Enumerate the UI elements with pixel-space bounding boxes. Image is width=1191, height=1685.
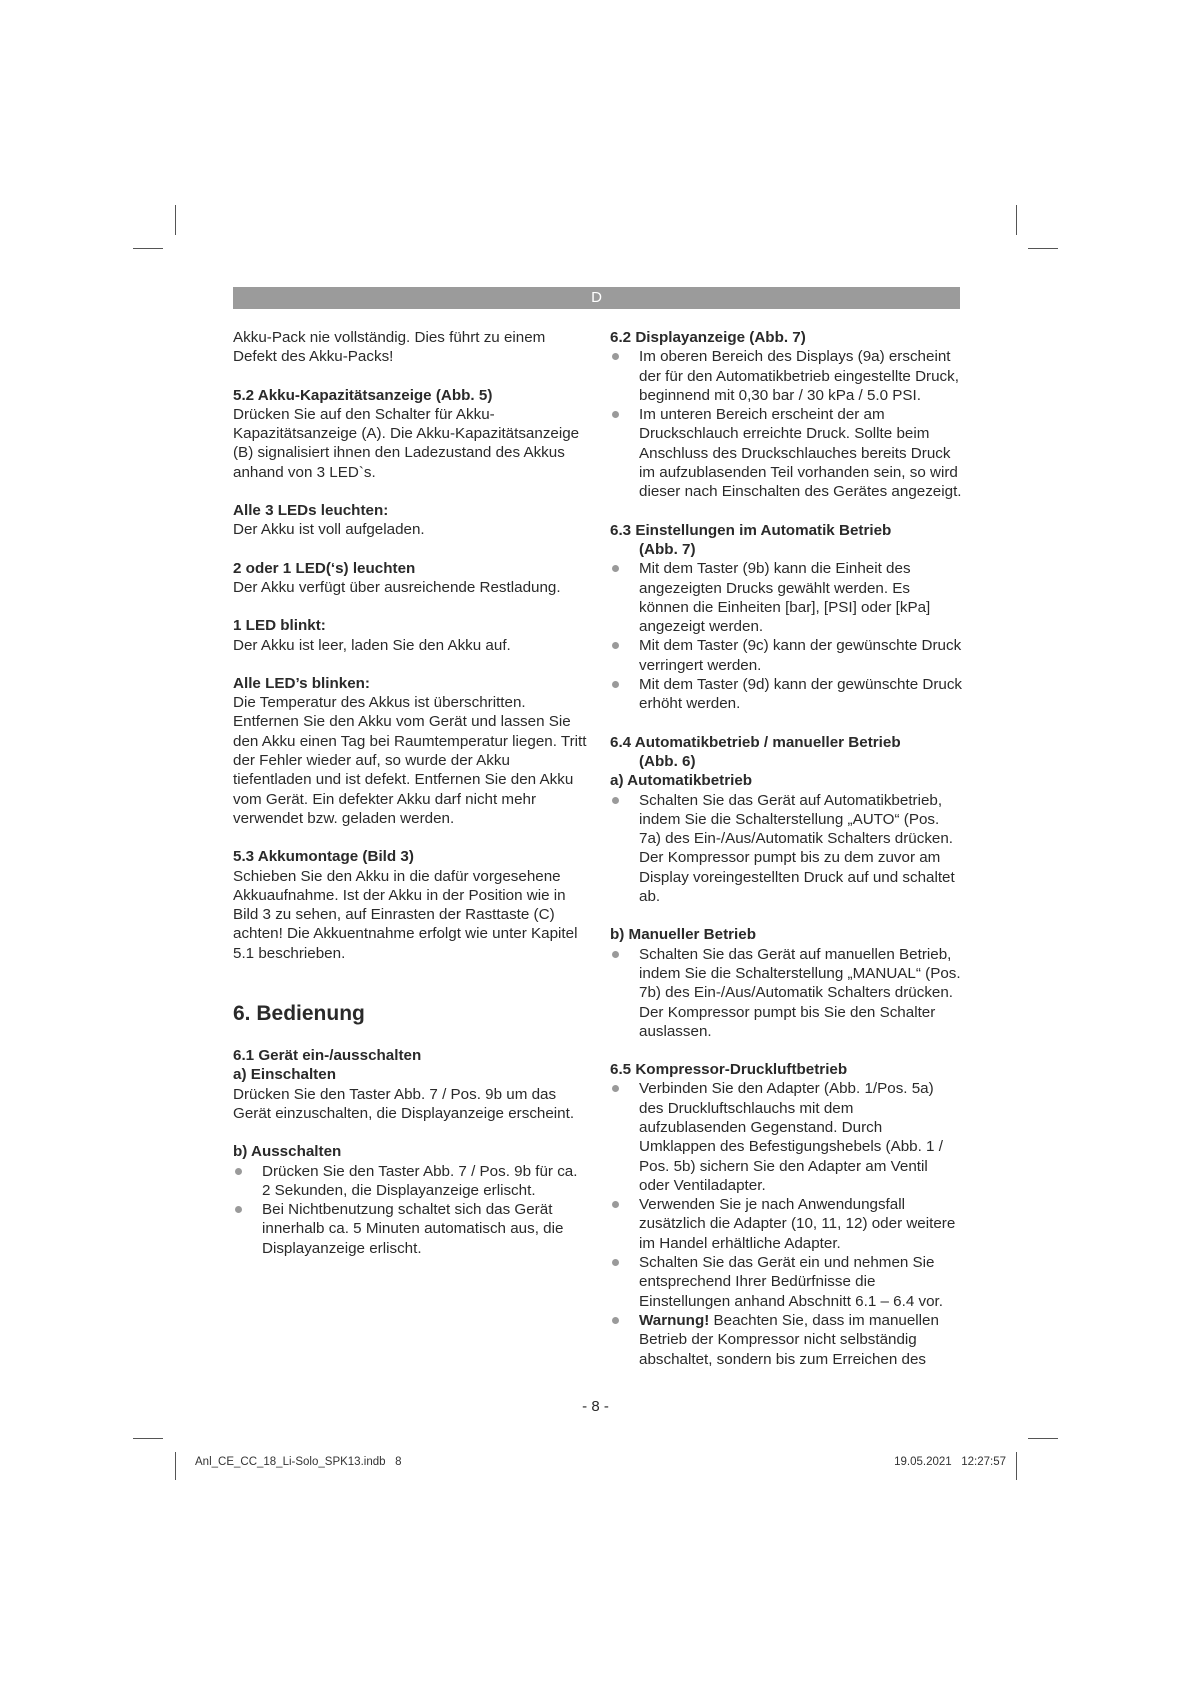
crop-mark	[133, 1438, 163, 1439]
list-item: Mit dem Taster (9d) kann der gewünschte Druck erhöht werden.	[610, 675, 962, 714]
section-6-5-title: 6.5 Kompressor-Druckluftbetrieb	[610, 1061, 848, 1079]
crop-mark	[175, 1452, 176, 1480]
left-column	[233, 328, 588, 1258]
list-item: Mit dem Taster (9c) kann der gewünschte Druck verringert werden.	[610, 636, 962, 675]
led-1blink-title: 1 LED blinkt:	[233, 617, 326, 635]
crop-mark	[1016, 205, 1017, 235]
led-2or1-text: Der Akku verfügt über ausreichende Restladung.	[233, 578, 561, 596]
led-all3-text: Der Akku ist voll aufgeladen.	[233, 521, 425, 539]
section-5-2-text: Drücken Sie auf den Schalter für Akku-Kapazitätsanzeige (A). Die Akku-Kapazitätsanzeige (B) signalisiert ihnen den Ladezustand des Akkus anhand von 3 LED`s.	[233, 405, 580, 481]
section-6-1-title: 6.1 Gerät ein-/ausschalten	[233, 1047, 422, 1065]
section-6-5-list	[610, 1079, 962, 1368]
warning-label: Warnung!	[639, 1311, 710, 1329]
led-allblink-title: Alle LED’s blinken:	[233, 674, 370, 692]
section-6-4-title: 6.4 Automatikbetrieb / manueller Betrieb	[610, 733, 901, 751]
list-item: Im unteren Bereich erscheint der am Druckschlauch erreichte Druck. Sollte beim Anschluss des Druckschlauches bereits Druck im aufzublasenden Teil vorhanden sein, so wird dieser nach Einschalten des Gerätes angezeigt.	[610, 405, 962, 501]
led-1blink-text: Der Akku ist leer, laden Sie den Akku auf.	[233, 636, 511, 654]
section-6-4b-title: b) Manueller Betrieb	[610, 926, 756, 944]
section-6-2-title: 6.2 Displayanzeige (Abb. 7)	[610, 329, 806, 346]
section-6-3-title-ref: (Abb. 7)	[639, 540, 696, 558]
list-item: Mit dem Taster (9b) kann die Einheit des angezeigten Drucks gewählt werden. Es können die Einheiten [bar], [PSI] oder [kPa] angezeigt werden.	[610, 559, 962, 636]
crop-mark	[1016, 1452, 1017, 1480]
intro-text: Akku-Pack nie vollständig. Dies führt zu einem Defekt des Akku-Packs!	[233, 329, 546, 366]
list-item: Schalten Sie das Gerät ein und nehmen Sie entsprechend Ihrer Bedürfnisse die Einstellungen anhand Abschnitt 6.1 – 6.4 vor.	[610, 1253, 962, 1311]
list-item: Schalten Sie das Gerät auf manuellen Betrieb, indem Sie die Schalterstellung „MANUAL“ (Pos. 7b) des Ein-/Aus/Automatik Schalters drücken. Der Kompressor pumpt bis Sie den Schalter auslassen.	[610, 945, 962, 1041]
page-number: - 8 -	[582, 1398, 609, 1415]
footer-timestamp: 19.05.2021 12:27:57	[894, 1456, 1006, 1468]
chapter-6-title: 6. Bedienung	[233, 1002, 365, 1026]
right-column	[610, 328, 962, 1369]
section-6-1a-text: Drücken Sie den Taster Abb. 7 / Pos. 9b um das Gerät einzuschalten, die Displayanzeige erscheint.	[233, 1085, 575, 1122]
warning-item	[610, 1311, 962, 1369]
led-allblink-text: Die Temperatur des Akkus ist überschritten. Entfernen Sie den Akku vom Gerät und lassen Sie den Akku einen Tag bei Raumtemperatur liegen. Tritt der Fehler wieder auf, so wurde der Akku tiefentladen und ist defekt. Entfernen Sie den Akku vom Gerät. Ein defekter Akku darf nicht mehr verwendet bzw. geladen werden.	[233, 694, 587, 827]
section-6-3-title: 6.3 Einstellungen im Automatik Betrieb	[610, 521, 892, 539]
section-6-1a-title: a) Einschalten	[233, 1066, 336, 1084]
section-5-3-title: 5.3 Akkumontage (Bild 3)	[233, 848, 414, 866]
list-item: Im oberen Bereich des Displays (9a) erscheint der für den Automatikbetrieb eingestellte Druck, beginnend mit 0,30 bar / 30 kPa / 5.0 PSI.	[610, 347, 962, 405]
led-2or1-title: 2 oder 1 LED(‘s) leuchten	[233, 559, 416, 577]
section-6-4a-title: a) Automatikbetrieb	[610, 772, 753, 790]
crop-mark	[175, 205, 176, 235]
section-6-3-list	[610, 559, 962, 713]
section-6-4-title-ref: (Abb. 6)	[639, 752, 696, 770]
crop-mark	[1028, 248, 1058, 249]
section-5-2-title: 5.2 Akku-Kapazitätsanzeige (Abb. 5)	[233, 386, 493, 404]
list-item: Verbinden Sie den Adapter (Abb. 1/Pos. 5a) des Druckluftschlauchs mit dem aufzublasenden Gegenstand. Durch Umklappen des Befestigungshebels (Abb. 1 / Pos. 5b) sichern Sie den Adapter am Ventil oder Ventiladapter.	[610, 1079, 962, 1195]
section-6-4a-list	[610, 791, 962, 907]
language-header-bar	[233, 287, 960, 309]
section-6-1b-list	[233, 1162, 588, 1258]
led-all3-title: Alle 3 LEDs leuchten:	[233, 502, 389, 520]
crop-mark	[1028, 1438, 1058, 1439]
list-item: Bei Nichtbenutzung schaltet sich das Gerät innerhalb ca. 5 Minuten automatisch aus, die Displayanzeige erlischt.	[233, 1200, 588, 1258]
section-6-1b-title: b) Ausschalten	[233, 1143, 342, 1161]
list-item: Verwenden Sie je nach Anwendungsfall zusätzlich die Adapter (10, 11, 12) oder weitere im Handel erhältliche Adapter.	[610, 1195, 962, 1253]
warning-text: Beachten Sie, dass im manuellen Betrieb der Kompressor nicht selbständig abschaltet, sondern bis zum Erreichen des	[639, 1311, 939, 1368]
list-item: Drücken Sie den Taster Abb. 7 / Pos. 9b für ca. 2 Sekunden, die Displayanzeige erlischt.	[233, 1162, 588, 1201]
section-6-2-list	[610, 347, 962, 501]
section-6-4b-list	[610, 945, 962, 1041]
footer-filename: Anl_CE_CC_18_Li-Solo_SPK13.indb 8	[195, 1456, 402, 1468]
crop-mark	[133, 248, 163, 249]
section-5-3-text: Schieben Sie den Akku in die dafür vorgesehene Akkuaufnahme. Ist der Akku in der Position wie in Bild 3 zu sehen, auf Einrasten der Rasttaste (C) achten! Die Akkuentnahme erfolgt wie unter Kapitel 5.1 beschrieben.	[233, 867, 578, 962]
language-letter: D	[591, 289, 602, 306]
list-item: Schalten Sie das Gerät auf Automatikbetrieb, indem Sie die Schalterstellung „AUTO“ (Pos. 7a) des Ein-/Aus/Automatik Schalters drücken. Der Kompressor pumpt bis zu dem zuvor am Display voreingestellten Druck auf und schaltet ab.	[610, 791, 962, 907]
